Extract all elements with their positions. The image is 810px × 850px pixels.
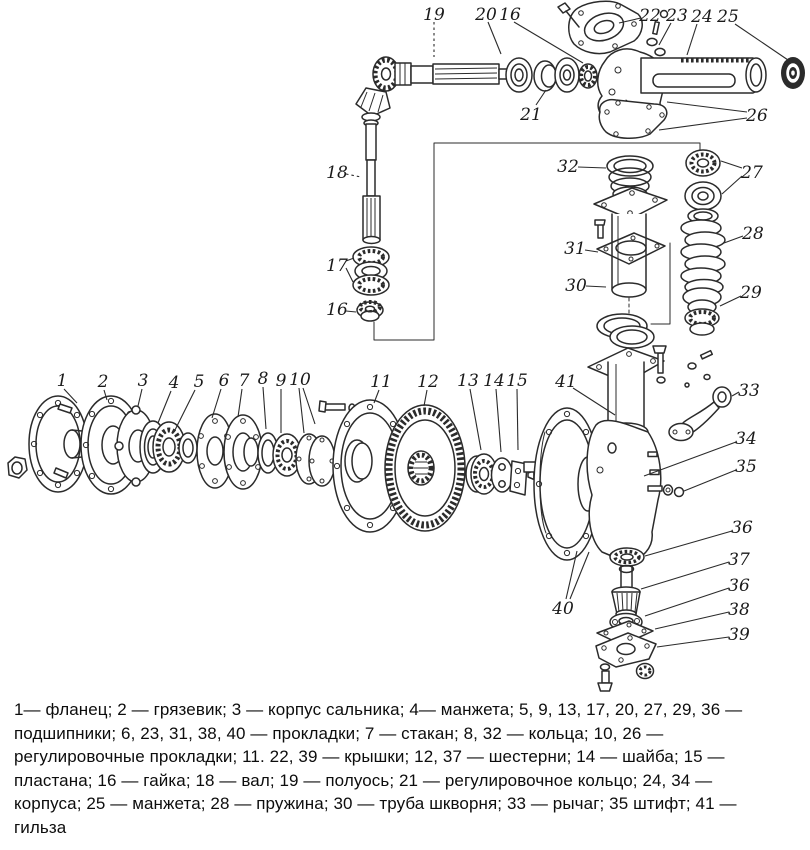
callout-number-24-5: 24 (691, 7, 713, 27)
caption-line: подшипники; 6, 23, 31, 38, 40 — прокладки; 7 — стакан; 8, 32 — кольца; 10, 26 — (14, 723, 664, 743)
callout-number-27-15: 27 (741, 163, 763, 183)
callout-number-9-26: 9 (275, 371, 287, 391)
part-plug (637, 664, 654, 679)
part-18-shaft (356, 88, 390, 244)
figure-caption (14, 698, 800, 840)
callout-number-2-19: 2 (97, 372, 109, 392)
leader-line-20-1 (488, 22, 501, 54)
leader-line-28-16 (724, 236, 743, 243)
callout-number-36-37: 36 (731, 518, 753, 538)
callout-number-28-16: 28 (742, 224, 764, 244)
callout-number-6-23: 6 (218, 371, 230, 391)
caption-line: корпуса; 25 — манжета; 28 — пружина; 30 — труба шкворня; 33 — рычаг; 35 штифт; 41 — (14, 794, 737, 814)
callout-number-31-13: 31 (564, 239, 586, 259)
part-16-nut (357, 302, 383, 321)
callout-number-30-14: 30 (565, 276, 587, 296)
callout-number-29-17: 29 (740, 283, 762, 303)
part-12-ring-gear (385, 405, 465, 531)
leader-line-18-9 (346, 174, 361, 177)
leader-line-36-37 (645, 531, 732, 556)
callout-number-22-3: 22 (639, 6, 661, 26)
callout-number-1-18: 1 (56, 371, 68, 391)
callout-number-5-22: 5 (193, 372, 205, 392)
callout-number-40-42: 40 (552, 599, 574, 619)
leader-line-3-20 (138, 389, 142, 406)
part-8-ring-pair (597, 314, 654, 348)
leader-line-8-25 (263, 387, 266, 429)
callout-number-25-6: 25 (717, 7, 739, 27)
leader-line-35-36 (684, 470, 736, 491)
part-17-bearing-stack (353, 247, 389, 295)
callout-number-17-10: 17 (326, 256, 348, 276)
part-cover-bolt-bottom (598, 664, 612, 691)
leader-line-25-6 (735, 24, 788, 60)
caption-line: пластана; 16 — гайка; 18 — вал; 19 — полуось; 21 — регулировочное кольцо; 24, 34 — (14, 770, 713, 790)
leader-line-15-32 (517, 389, 518, 450)
callout-number-21-7: 21 (520, 105, 542, 125)
part-7-cup (224, 415, 262, 489)
leader-line-24-5 (687, 24, 697, 55)
callout-number-11-28: 11 (370, 372, 392, 392)
callout-number-36-39: 36 (728, 576, 750, 596)
part-28-spring (681, 209, 725, 295)
leader-line-5-22 (174, 390, 195, 432)
leader-line-10-27 (303, 388, 315, 424)
callout-number-19-0: 19 (423, 5, 445, 25)
callout-layer (57, 5, 788, 647)
callout-number-4-21: 4 (168, 373, 180, 393)
callout-number-15-32: 15 (506, 371, 528, 391)
callout-number-39-41: 39 (728, 625, 750, 645)
part-36-bearing-upper (610, 548, 644, 566)
callout-number-14-31: 14 (483, 371, 505, 391)
leader-line-10-27 (299, 388, 304, 433)
leader-line-32-12 (578, 167, 606, 168)
part-26-adjusting-shims (599, 100, 667, 139)
part-29-bearing-assembly (683, 288, 721, 335)
part-14-washer (492, 458, 513, 492)
leader-line-23-4 (659, 23, 671, 45)
leader-line-30-14 (586, 286, 606, 287)
callout-number-38-40: 38 (728, 600, 750, 620)
callout-number-8-25: 8 (257, 369, 269, 389)
part-10-shims (296, 434, 335, 486)
part-27-bearings (685, 150, 721, 210)
leader-line-7-24 (238, 389, 242, 417)
callout-number-10-27: 10 (289, 370, 311, 390)
leader-line-27-15 (721, 161, 742, 168)
callout-number-16-11: 16 (326, 300, 348, 320)
leader-line-4-21 (158, 391, 171, 423)
assembly-link-line-right (651, 243, 670, 324)
part-nut-left (8, 457, 27, 478)
part-25-seal (781, 57, 805, 89)
part-19-half-axle (373, 57, 508, 91)
leader-line-26-8 (667, 102, 747, 112)
leader-line-12-29 (424, 390, 427, 406)
part-16-lock-nut-top (579, 64, 597, 88)
callout-number-16-2: 16 (499, 5, 521, 25)
part-37-bevel-pinion (612, 566, 640, 619)
leader-line-21-7 (536, 90, 546, 105)
callout-number-33-34: 33 (738, 381, 760, 401)
part-39-bottom-cover (596, 633, 656, 667)
leader-line-31-13 (585, 250, 598, 252)
callout-number-13-30: 13 (457, 371, 479, 391)
part-bearing-inner-race (555, 58, 579, 92)
caption-line: 1— фланец; 2 — грязевик; 3 — корпус сальника; 4— манжета; 5, 9, 13, 17, 20, 27, 29, 36 — (14, 700, 743, 719)
callout-number-18-9: 18 (326, 163, 348, 183)
callout-number-35-36: 35 (735, 457, 757, 477)
part-24-axle-tube (641, 58, 766, 93)
callout-number-26-8: 26 (746, 106, 768, 126)
leader-line-37-38 (641, 562, 729, 589)
leader-line-39-41 (657, 637, 729, 647)
leader-line-14-31 (496, 389, 501, 452)
leader-line-29-17 (720, 296, 741, 306)
callout-number-23-4: 23 (666, 6, 688, 26)
leader-line-13-30 (470, 389, 481, 450)
callout-number-7-24: 7 (238, 371, 250, 391)
caption-line: регулировочные прокладки; 11. 22, 39 — крышки; 12, 37 — шестерни; 14 — шайба; 15 — (14, 747, 725, 767)
assembly-link-line-left (374, 143, 700, 340)
leader-line-26-8 (659, 118, 747, 130)
callout-number-12-29: 12 (417, 372, 439, 392)
callout-number-3-20: 3 (137, 371, 149, 391)
callout-number-37-38: 37 (728, 550, 750, 570)
part-22-top-cover (569, 1, 642, 53)
leader-line-36-39 (645, 588, 729, 616)
leader-line-27-15 (722, 176, 742, 194)
callout-number-34-35: 34 (735, 429, 757, 449)
callout-number-32-12: 32 (557, 157, 579, 177)
leader-line-38-40 (655, 612, 729, 629)
callout-number-20-1: 20 (475, 5, 497, 25)
part-21-adjusting-ring (534, 61, 557, 91)
caption-line: гильза (14, 817, 67, 837)
part-20-bearing (506, 58, 532, 92)
part-33-lever (669, 351, 731, 441)
callout-number-41-33: 41 (555, 372, 577, 392)
